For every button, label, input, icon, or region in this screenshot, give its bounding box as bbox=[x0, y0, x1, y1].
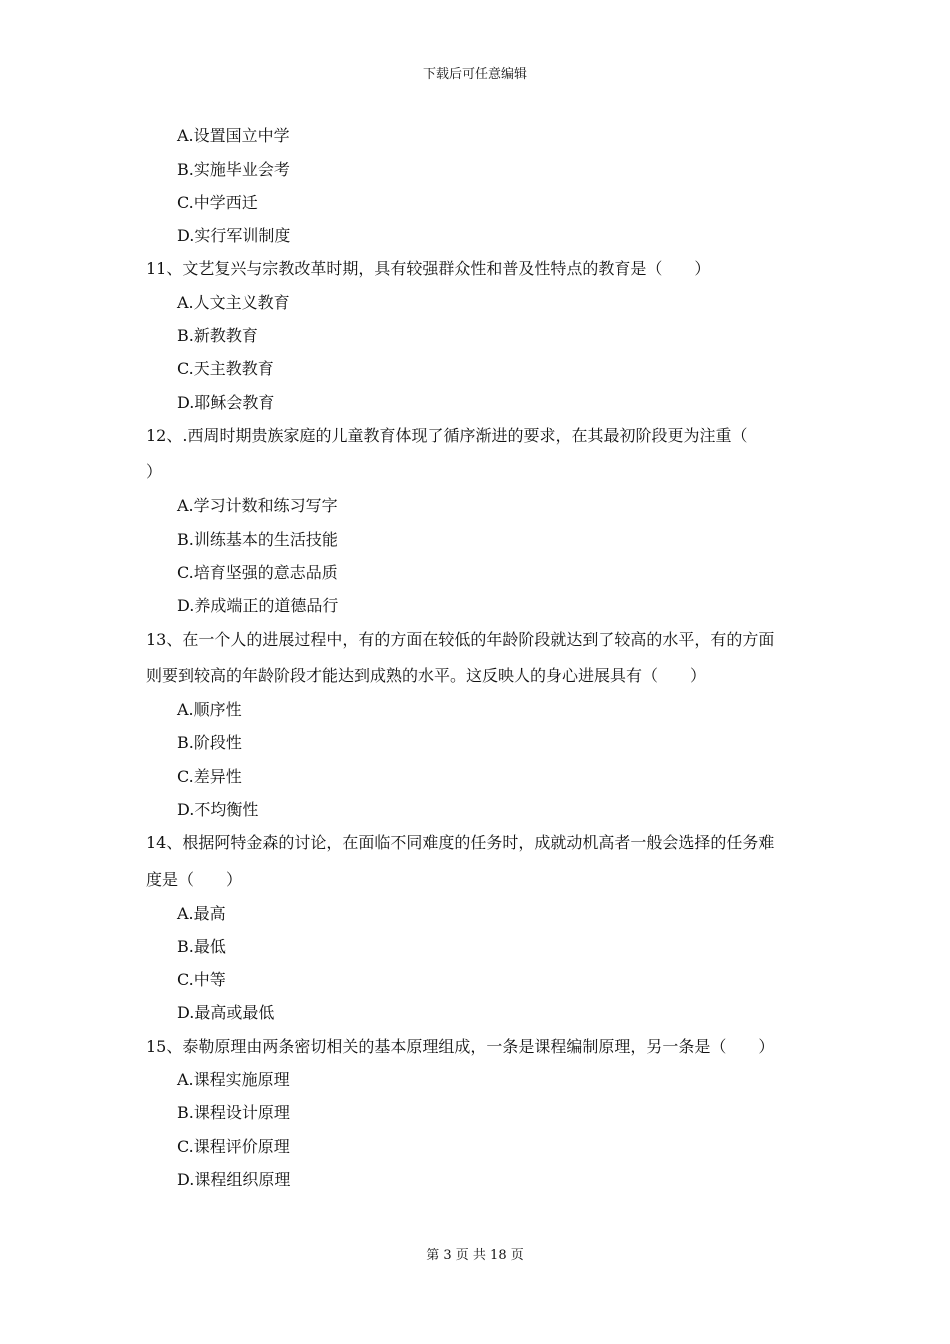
q10-option-b: B.实施毕业会考 bbox=[177, 160, 290, 179]
q11-stem: 11、文艺复兴与宗教改革时期，具有较强群众性和普及性特点的教育是（ ） bbox=[146, 259, 711, 278]
q13-stem-line1: 13、在一个人的进展过程中，有的方面在较低的年龄阶段就达到了较高的水平，有的方面 bbox=[146, 630, 775, 649]
q15-option-a: A.课程实施原理 bbox=[177, 1070, 290, 1089]
q10-option-a: A.设置国立中学 bbox=[177, 126, 290, 145]
q10-option-d: D.实行军训制度 bbox=[177, 226, 291, 245]
page-header: 下载后可任意编辑 bbox=[422, 67, 527, 82]
q12-option-c: C.培育坚强的意志品质 bbox=[177, 563, 338, 582]
q11-option-c: C.天主教教育 bbox=[177, 359, 274, 378]
q11-option-d: D.耶稣会教育 bbox=[177, 393, 275, 412]
q15-option-c: C.课程评价原理 bbox=[177, 1137, 290, 1156]
q11-option-b: B.新教教育 bbox=[177, 326, 258, 345]
q14-option-b: B.最低 bbox=[177, 937, 226, 956]
q14-option-a: A.最高 bbox=[177, 904, 226, 923]
q13-stem-line2: 则要到较高的年龄阶段才能达到成熟的水平。这反映人的身心进展具有（ ） bbox=[146, 666, 707, 685]
q15-option-d: D.课程组织原理 bbox=[177, 1170, 291, 1189]
page-footer: 第 3 页 共 18 页 bbox=[426, 1248, 524, 1263]
q15-option-b: B.课程设计原理 bbox=[177, 1103, 290, 1122]
q11-option-a: A.人文主义教育 bbox=[177, 293, 290, 312]
q12-option-b: B.训练基本的生活技能 bbox=[177, 530, 338, 549]
q14-stem-line2: 度是（ ） bbox=[146, 870, 243, 889]
q14-option-c: C.中等 bbox=[177, 970, 226, 989]
q12-stem-line1: 12、.西周时期贵族家庭的儿童教育体现了循序渐进的要求，在其最初阶段更为注重（ bbox=[146, 426, 748, 445]
q14-option-d: D.最高或最低 bbox=[177, 1003, 275, 1022]
q12-option-d: D.养成端正的道德品行 bbox=[177, 596, 339, 615]
q13-option-c: C.差异性 bbox=[177, 767, 242, 786]
q10-option-c: C.中学西迁 bbox=[177, 193, 258, 212]
q15-stem: 15、泰勒原理由两条密切相关的基本原理组成，一条是课程编制原理，另一条是（ ） bbox=[146, 1037, 775, 1056]
q13-option-d: D.不均衡性 bbox=[177, 800, 259, 819]
q13-option-a: A.顺序性 bbox=[177, 700, 242, 719]
q14-stem-line1: 14、根据阿特金森的讨论，在面临不同难度的任务时，成就动机高者一般会选择的任务难 bbox=[146, 833, 775, 852]
q12-stem-line2: ） bbox=[146, 462, 163, 481]
q13-option-b: B.阶段性 bbox=[177, 733, 242, 752]
q12-option-a: A.学习计数和练习写字 bbox=[177, 496, 338, 515]
